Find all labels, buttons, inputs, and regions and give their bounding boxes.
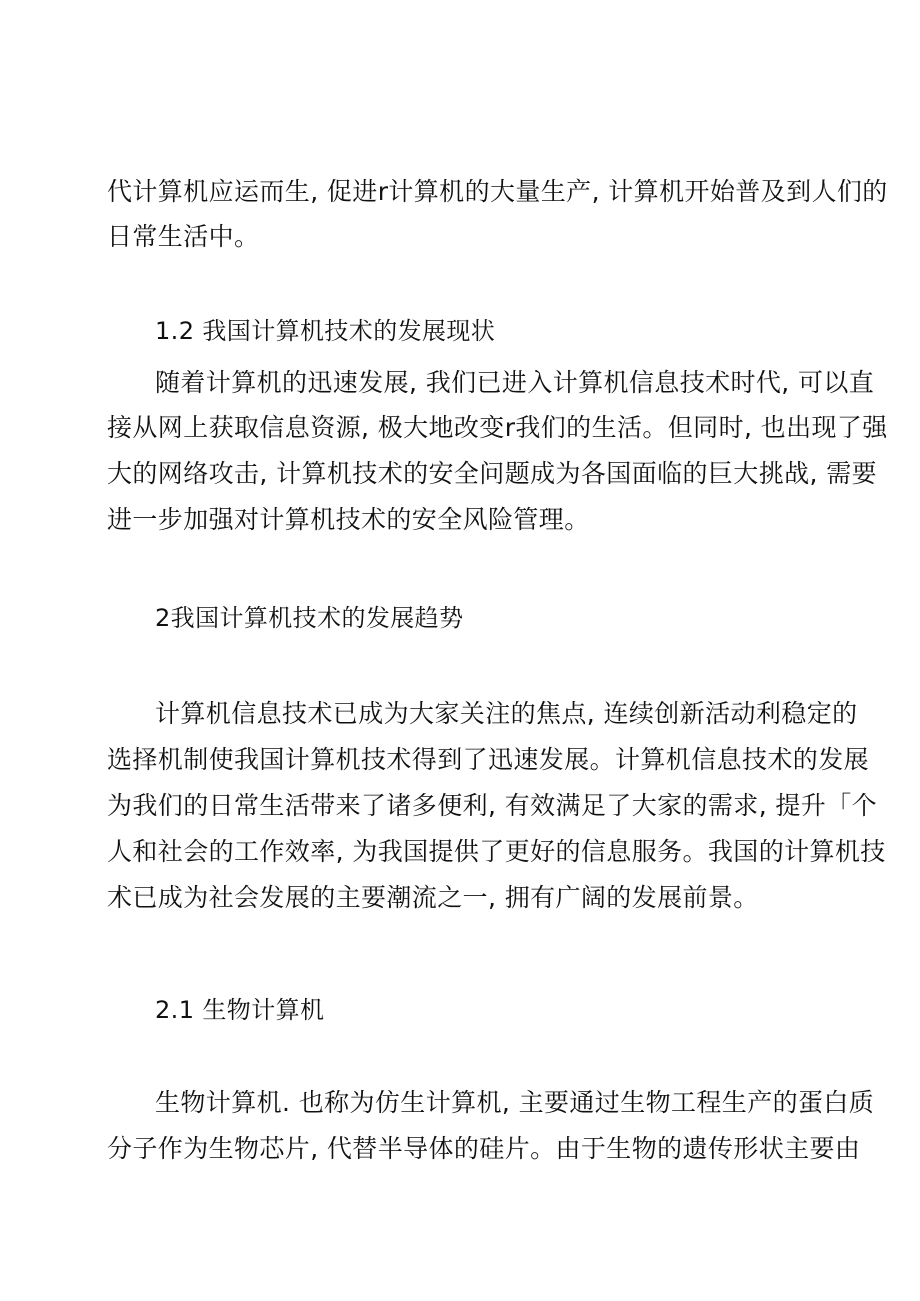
paragraph-line: 日常生活中。 bbox=[107, 222, 260, 251]
paragraph-line: 术已成为社会发展的主要潮流之一, 拥有广阔的发展前景。 bbox=[107, 883, 759, 912]
paragraph-line: 大的网络攻击, 计算机技术的安全问题成为各国面临的巨大挑战, 需要 bbox=[107, 459, 877, 488]
paragraph-line: 代计算机应运而生, 促进r计算机的大量生产, 计算机开始普及到人们的 bbox=[107, 177, 888, 206]
paragraph-line: 随着计算机的迅速发展, 我们已进入计算机信息技术时代, 可以直 bbox=[155, 368, 875, 397]
section-heading-2-1: 2.1 生物计算机 bbox=[155, 996, 325, 1024]
paragraph-line: 计算机信息技术已成为大家关注的焦点, 连续创新活动利稳定的 bbox=[155, 699, 858, 728]
paragraph-line: 为我们的日常生活带来了诸多便利, 有效满足了大家的需求, 提升「个 bbox=[107, 791, 877, 820]
section-heading-1-2: 1.2 我国计算机技术的发展现状 bbox=[155, 317, 496, 345]
paragraph-line: 生物计算机. 也称为仿生计算机, 主要通过生物工程生产的蛋白质 bbox=[155, 1088, 875, 1117]
paragraph-line: 接从网上获取信息资源, 极大地改变r我们的生活。但同时, 也出现了强 bbox=[107, 413, 888, 442]
paragraph-line: 人和社会的工作效率, 为我国提供了更好的信息服务。我国的计算机技 bbox=[107, 837, 886, 866]
paragraph-line: 选择机制使我国计算机技术得到了迅速发展。计算机信息技术的发展 bbox=[107, 745, 870, 774]
paragraph-line: 进一步加强对计算机技术的安全风险管理。 bbox=[107, 505, 590, 534]
paragraph-line: 分子作为生物芯片, 代替半导体的硅片。由于生物的遗传形状主要由 bbox=[107, 1134, 861, 1163]
section-heading-2: 2我国计算机技术的发展趋势 bbox=[155, 604, 464, 632]
